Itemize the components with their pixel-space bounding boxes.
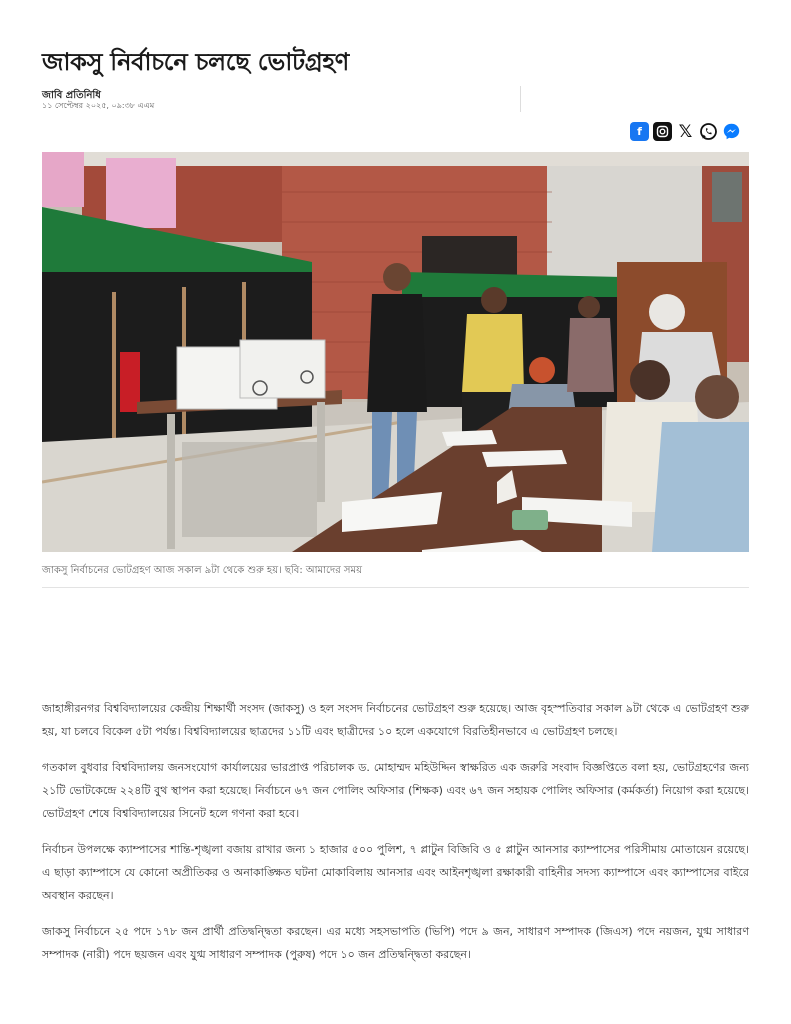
article-paragraph: গতকাল বুধবার বিশ্ববিদ্যালয় জনসংযোগ কার্যালয়ের ভারপ্রাপ্ত পরিচালক ড. মোহাম্মদ মহিউদ্দিন স্বাক্ষরিত এক জরুরি সংবাদ বিজ্ঞপ্তিতে বলা হয়, ভোটগ্রহণের জন্য ২১টি ভোটকেন্দ্রে ২২৪টি বুথ স্থাপন করা হয়েছে। নির্বাচনে ৬৭ জন পোলিং অফিসার (শিক্ষক) এবং ৬৭ জন সহায়ক পোলিং অফিসার (কর্মকর্তা) নিয়োগ করা হয়েছে। ভোটগ্রহণ শেষে বিশ্ববিদ্যালয়ের সিনেট হলে গণনা করা হবে। (42, 761, 749, 820)
messenger-icon[interactable] (722, 122, 741, 141)
header-divider (520, 86, 521, 112)
article-photo (42, 152, 749, 552)
photo-caption: জাকসু নির্বাচনের ভোটগ্রহণ আজ সকাল ৯টা থেকে শুরু হয়। ছবি: আমাদের সময় (42, 565, 362, 576)
caption-divider (42, 587, 749, 588)
article-byline[interactable]: জাবি প্রতিনিধি (42, 90, 101, 101)
article-date: ১১ সেপ্টেম্বর ২০২৫, ০৯:৩৮ এএম (42, 101, 155, 110)
instagram-icon[interactable] (653, 122, 672, 141)
article-paragraph: জাহাঙ্গীরনগর বিশ্ববিদ্যালয়ের কেন্দ্রীয় শিক্ষার্থী সংসদ (জাকসু) ও হল সংসদ নির্বাচনের ভোটগ্রহণ শুরু হয়েছে। আজ বৃহস্পতিবার সকাল ৯টা থেকে এ ভোটগ্রহণ শুরু হয়, যা চলবে বিকেল ৫টা পর্যন্ত। বিশ্ববিদ্যালয়ের ছাত্রদের ১১টি এবং ছাত্রীদের ১০ হলে একযোগে বিরতিহীনভাবে এ ভোটগ্রহণ চলছে। (42, 702, 749, 738)
article-headline: জাকসু নির্বাচনে চলছে ভোটগ্রহণ (42, 48, 349, 76)
article-paragraph: নির্বাচন উপলক্ষে ক্যাম্পাসের শান্তি-শৃঙ্খলা বজায় রাখার জন্য ১ হাজার ৫০০ পুলিশ, ৭ প্লাটুন বিজিবি ও ৫ প্লাটুন আনসার ক্যাম্পাসের পরিসীমায় মোতায়েন রয়েছে। এ ছাড়া ক্যাম্পাসে যে কোনো অপ্রীতিকর ও অনাকাঙ্ক্ষিত ঘটনা মোকাবিলায় আনসার এবং আইনশৃঙ্খলা রক্ষাকারী বাহিনীর সদস্য ক্যাম্পাসে এবং ক্যাম্পাসের বাইরে অবস্থান করছেন। (42, 843, 749, 902)
article-paragraph: জাকসু নির্বাচনে ২৫ পদে ১৭৮ জন প্রার্থী প্রতিদ্বন্দ্বিতা করছেন। এর মধ্যে সহসভাপতি (ভিপি) পদে ৯ জন, সাধারণ সম্পাদক (জিএস) পদে নয়জন, যুগ্ম সাধারণ সম্পাদক (নারী) পদে ছয়জন এবং যুগ্ম সাধারণ সম্পাদক (পুরুষ) পদে ১০ জন প্রতিদ্বন্দ্বিতা করছেন। (42, 925, 749, 961)
x-icon[interactable]: 𝕏 (678, 121, 693, 142)
facebook-icon[interactable]: f (630, 122, 649, 141)
share-bar (630, 122, 741, 141)
whatsapp-icon[interactable] (699, 122, 718, 141)
article-body (42, 697, 749, 979)
